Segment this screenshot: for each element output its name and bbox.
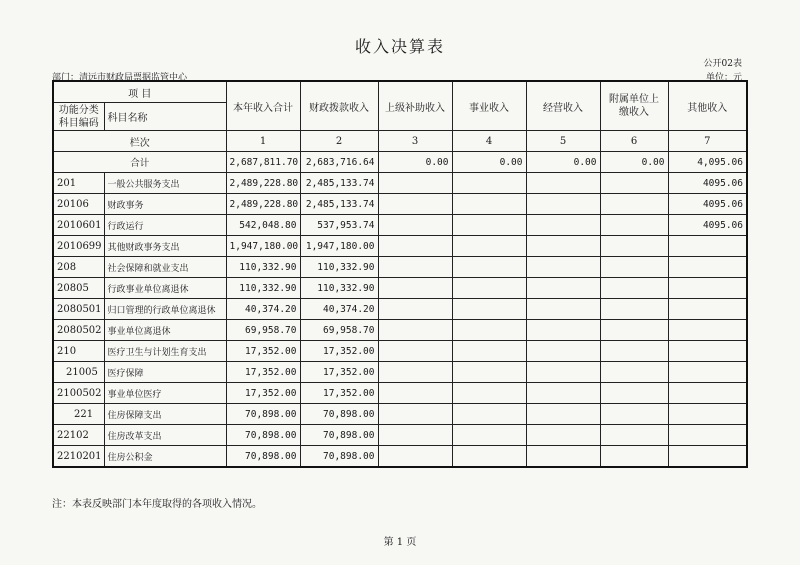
business-income [452, 236, 526, 257]
fiscal-income: 1,947,180.00 [300, 236, 378, 257]
business-income [452, 257, 526, 278]
fiscal-income: 69,958.70 [300, 320, 378, 341]
operating-income [526, 404, 600, 425]
business-income [452, 299, 526, 320]
subject-name: 社会保障和就业支出 [104, 257, 226, 278]
operating-income [526, 257, 600, 278]
other-income: 4095.06 [668, 173, 747, 194]
col-header: 事业收入 [452, 81, 526, 131]
operating-income [526, 362, 600, 383]
affiliated-income [600, 341, 668, 362]
subject-code: 2210201 [53, 446, 104, 468]
item-header: 项 目 [53, 81, 226, 103]
business-income [452, 404, 526, 425]
table-row [53, 194, 747, 215]
total-value: 0.00 [378, 152, 452, 173]
fiscal-income: 70,898.00 [300, 404, 378, 425]
subject-name: 归口管理的行政单位离退休 [104, 299, 226, 320]
income-total: 70,898.00 [226, 404, 300, 425]
income-total: 17,352.00 [226, 341, 300, 362]
fiscal-income: 110,332.90 [300, 278, 378, 299]
subject-code: 21005 [53, 362, 104, 383]
business-income [452, 173, 526, 194]
fiscal-income: 40,374.20 [300, 299, 378, 320]
superior-subsidy [378, 425, 452, 446]
func-code-header: 功能分类 科目编码 [53, 103, 104, 131]
fiscal-income: 70,898.00 [300, 446, 378, 468]
col-number: 5 [526, 131, 600, 152]
affiliated-income [600, 299, 668, 320]
superior-subsidy [378, 173, 452, 194]
other-income [668, 362, 747, 383]
fiscal-income: 537,953.74 [300, 215, 378, 236]
table-row [53, 278, 747, 299]
subject-name: 行政运行 [104, 215, 226, 236]
fiscal-income: 2,485,133.74 [300, 173, 378, 194]
table-row [53, 215, 747, 236]
business-income [452, 446, 526, 468]
total-value: 0.00 [526, 152, 600, 173]
affiliated-income [600, 383, 668, 404]
col-header: 经营收入 [526, 81, 600, 131]
affiliated-income [600, 194, 668, 215]
affiliated-income [600, 404, 668, 425]
superior-subsidy [378, 299, 452, 320]
subject-code: 22102 [53, 425, 104, 446]
other-income [668, 404, 747, 425]
business-income [452, 215, 526, 236]
income-total: 542,048.80 [226, 215, 300, 236]
business-income [452, 425, 526, 446]
subject-name: 事业单位医疗 [104, 383, 226, 404]
income-total: 70,898.00 [226, 446, 300, 468]
fiscal-income: 17,352.00 [300, 341, 378, 362]
total-value: 4,095.06 [668, 152, 747, 173]
subject-code: 201 [53, 173, 104, 194]
income-total: 69,958.70 [226, 320, 300, 341]
affiliated-income [600, 320, 668, 341]
operating-income [526, 320, 600, 341]
department-label: 部门：清远市财政局票据监管中心 [52, 73, 188, 83]
affiliated-income [600, 236, 668, 257]
table-row [53, 320, 747, 341]
superior-subsidy [378, 320, 452, 341]
unit-label: 单位：元 [705, 73, 742, 83]
other-income [668, 236, 747, 257]
superior-subsidy [378, 362, 452, 383]
income-total: 17,352.00 [226, 383, 300, 404]
other-income [668, 278, 747, 299]
affiliated-income [600, 173, 668, 194]
subject-code: 2010699 [53, 236, 104, 257]
subject-name: 其他财政事务支出 [104, 236, 226, 257]
table-row [53, 362, 747, 383]
other-income [668, 341, 747, 362]
operating-income [526, 215, 600, 236]
superior-subsidy [378, 446, 452, 468]
col-header: 附属单位上缴收入 [600, 81, 668, 131]
col-header: 其他收入 [668, 81, 747, 131]
affiliated-income [600, 362, 668, 383]
operating-income [526, 425, 600, 446]
other-income [668, 320, 747, 341]
other-income [668, 446, 747, 468]
income-total: 1,947,180.00 [226, 236, 300, 257]
other-income [668, 257, 747, 278]
operating-income [526, 383, 600, 404]
col-number: 7 [668, 131, 747, 152]
affiliated-income [600, 215, 668, 236]
subject-code: 221 [53, 404, 104, 425]
fiscal-income: 2,485,133.74 [300, 194, 378, 215]
col-number: 4 [452, 131, 526, 152]
subject-code: 210 [53, 341, 104, 362]
income-total: 2,489,228.80 [226, 194, 300, 215]
col-number: 3 [378, 131, 452, 152]
table-row [53, 383, 747, 404]
page-number: 第 1 页 [383, 537, 417, 548]
col-header: 本年收入合计 [226, 81, 300, 131]
subject-name: 医疗卫生与计划生育支出 [104, 341, 226, 362]
subject-name: 事业单位离退休 [104, 320, 226, 341]
operating-income [526, 299, 600, 320]
superior-subsidy [378, 215, 452, 236]
other-income: 4095.06 [668, 215, 747, 236]
business-income [452, 278, 526, 299]
col-number: 1 [226, 131, 300, 152]
affiliated-income [600, 257, 668, 278]
table-row [53, 404, 747, 425]
subject-name: 财政事务 [104, 194, 226, 215]
col-header: 上级补助收入 [378, 81, 452, 131]
operating-income [526, 278, 600, 299]
affiliated-income [600, 446, 668, 468]
operating-income [526, 446, 600, 468]
table-row [53, 425, 747, 446]
fiscal-income: 17,352.00 [300, 362, 378, 383]
col-number: 6 [600, 131, 668, 152]
total-value: 0.00 [452, 152, 526, 173]
superior-subsidy [378, 341, 452, 362]
superior-subsidy [378, 404, 452, 425]
table-row [53, 299, 747, 320]
operating-income [526, 236, 600, 257]
subject-code: 2100502 [53, 383, 104, 404]
superior-subsidy [378, 257, 452, 278]
other-income [668, 383, 747, 404]
subject-name: 行政事业单位离退休 [104, 278, 226, 299]
form-number: 公开02表 [703, 59, 742, 69]
business-income [452, 320, 526, 341]
table-row [53, 341, 747, 362]
operating-income [526, 341, 600, 362]
fiscal-income: 17,352.00 [300, 383, 378, 404]
superior-subsidy [378, 194, 452, 215]
income-total: 17,352.00 [226, 362, 300, 383]
total-value: 2,683,716.64 [300, 152, 378, 173]
fiscal-income: 70,898.00 [300, 425, 378, 446]
business-income [452, 341, 526, 362]
subject-code: 20106 [53, 194, 104, 215]
income-total: 110,332.90 [226, 278, 300, 299]
lanci-header: 栏次 [53, 131, 226, 152]
business-income [452, 194, 526, 215]
subject-name: 一般公共服务支出 [104, 173, 226, 194]
income-total: 110,332.90 [226, 257, 300, 278]
subject-code: 20805 [53, 278, 104, 299]
superior-subsidy [378, 236, 452, 257]
subject-name: 住房保障支出 [104, 404, 226, 425]
superior-subsidy [378, 278, 452, 299]
other-income [668, 299, 747, 320]
operating-income [526, 194, 600, 215]
income-total: 2,489,228.80 [226, 173, 300, 194]
affiliated-income [600, 278, 668, 299]
table-row [53, 257, 747, 278]
total-label: 合计 [53, 152, 226, 173]
operating-income [526, 173, 600, 194]
superior-subsidy [378, 383, 452, 404]
subject-code: 208 [53, 257, 104, 278]
other-income [668, 425, 747, 446]
income-total: 40,374.20 [226, 299, 300, 320]
table-row [53, 446, 747, 468]
total-value: 0.00 [600, 152, 668, 173]
business-income [452, 362, 526, 383]
col-header: 财政拨款收入 [300, 81, 378, 131]
income-table [52, 80, 748, 468]
footnote: 注：本表反映部门本年度取得的各项收入情况。 [52, 499, 262, 510]
income-total: 70,898.00 [226, 425, 300, 446]
page-title: 收入决算表 [354, 37, 445, 56]
subject-name-header: 科目名称 [104, 103, 226, 131]
fiscal-income: 110,332.90 [300, 257, 378, 278]
subject-code: 2010601 [53, 215, 104, 236]
subject-code: 2080502 [53, 320, 104, 341]
total-value: 2,687,811.70 [226, 152, 300, 173]
table-row [53, 236, 747, 257]
data-rows [53, 173, 747, 468]
subject-name: 住房公积金 [104, 446, 226, 468]
col-number: 2 [300, 131, 378, 152]
affiliated-income [600, 425, 668, 446]
subject-code: 2080501 [53, 299, 104, 320]
business-income [452, 383, 526, 404]
table-row [53, 173, 747, 194]
subject-name: 住房改革支出 [104, 425, 226, 446]
other-income: 4095.06 [668, 194, 747, 215]
subject-name: 医疗保障 [104, 362, 226, 383]
